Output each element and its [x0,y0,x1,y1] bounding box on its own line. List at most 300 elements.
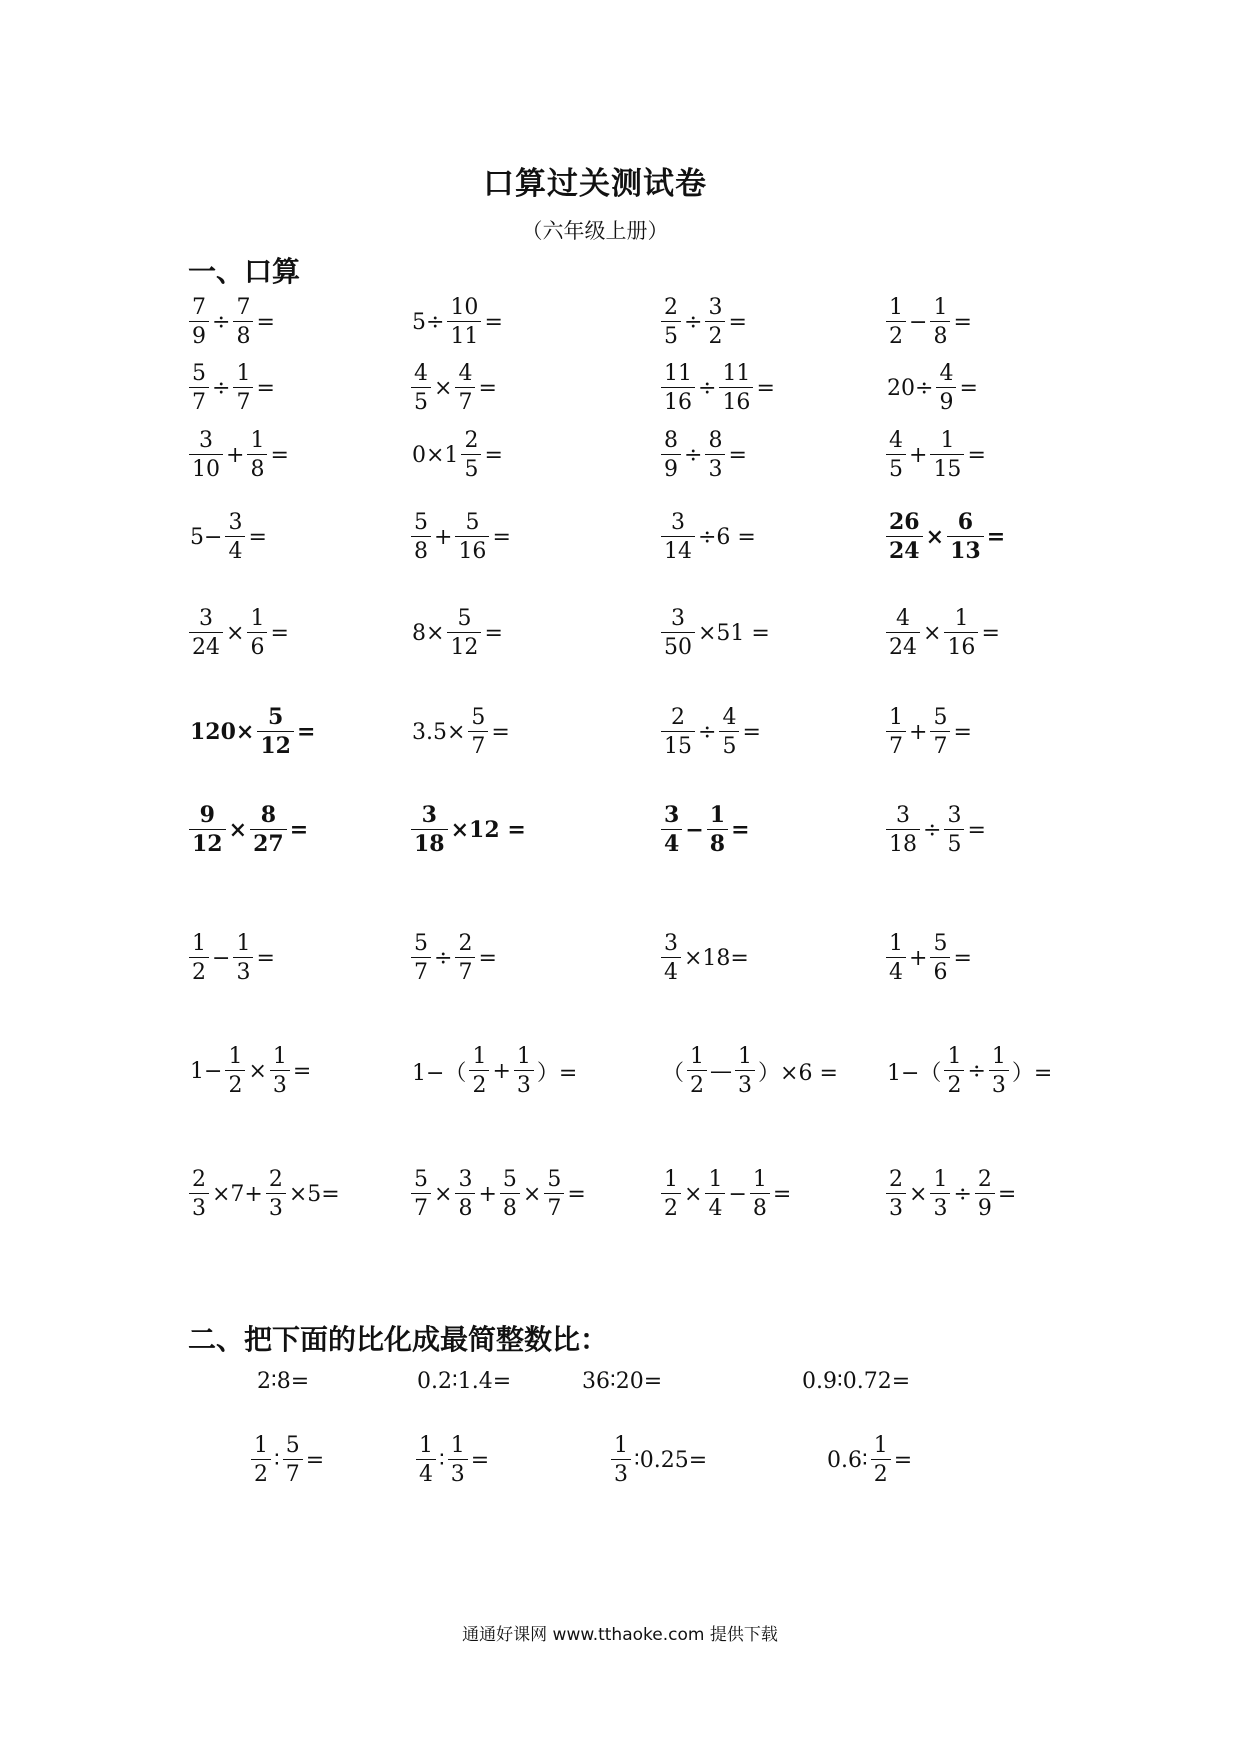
operator-text: = [492,524,511,550]
numerator: 2 [192,1166,206,1192]
section1-problem [410,288,505,356]
numerator: 2 [671,704,685,730]
section1-problem [660,421,749,489]
section1-problem [188,599,291,667]
fraction [930,296,950,348]
operator-text: + [478,1181,497,1207]
section1-problem [885,698,974,766]
section-2-heading: 二、把下面的比化成最简整数比： [188,1323,609,1356]
denominator: 9 [661,454,681,481]
operator-text: 36∶20= [582,1368,663,1394]
denominator: 9 [975,1193,995,1220]
operator-text: 0×1 [412,442,459,468]
denominator: 4 [886,957,906,984]
operator-text: 5− [190,524,223,550]
fraction [416,1434,436,1486]
denominator: 7 [283,1459,303,1486]
fraction [705,296,725,348]
fraction [447,296,481,348]
denominator: 7 [455,387,475,414]
section1-problem [660,503,758,571]
fraction [251,1434,271,1486]
numerator: 4 [414,360,428,386]
numerator: 1 [450,1432,465,1458]
fraction [975,1168,995,1220]
denominator: 5 [719,731,739,758]
fraction [189,362,209,414]
numerator: 2 [268,1166,283,1192]
denominator: 7 [233,387,253,414]
operator-text: ÷ [434,945,453,971]
fraction [455,511,489,563]
operator-text: ÷ [212,309,231,335]
denominator: 7 [930,731,950,758]
fraction [750,1168,770,1220]
operator-text: = [953,719,972,745]
numerator: 5 [414,509,428,535]
fraction [735,1045,755,1097]
section2-problem [415,1426,491,1494]
fraction [719,362,753,414]
denominator: 3 [989,1070,1009,1097]
numerator: 5 [414,930,428,956]
numerator: 3 [199,605,213,631]
fraction [886,429,906,481]
operator-text: — [710,1058,733,1084]
numerator: 1 [947,1043,962,1069]
fraction [661,801,682,857]
denominator: 5 [661,321,681,348]
section1-problem [660,288,749,356]
denominator: 16 [661,387,695,414]
denominator: 2 [251,1459,271,1486]
fraction [233,362,253,414]
fraction [886,804,920,856]
fraction [266,1168,286,1220]
fraction [886,706,906,758]
denominator: 16 [719,387,753,414]
numerator: 2 [977,1166,992,1192]
operator-text: = [270,620,289,646]
denominator: 16 [944,632,978,659]
operator-text: ∶0.25= [634,1447,708,1473]
numerator: 3 [896,802,910,828]
fraction [886,296,906,348]
numerator: 1 [752,1166,767,1192]
operator-text: = [742,719,761,745]
denominator: 18 [411,829,448,856]
numerator: 3 [664,801,680,828]
fraction [944,1045,964,1097]
section1-problem [410,924,499,992]
numerator: 6 [957,508,974,535]
numerator: 1 [664,1166,678,1192]
denominator: 4 [661,957,681,984]
numerator: 4 [458,360,473,386]
operator-text: 0.6∶ [827,1447,868,1473]
operator-text: ÷ [212,375,231,401]
denominator: 8 [750,1193,770,1220]
denominator: 5 [461,454,481,481]
numerator: 1 [933,1166,948,1192]
fraction [189,1168,209,1220]
fraction [448,1434,468,1486]
fraction [189,429,223,481]
numerator: 1 [192,930,206,956]
operator-text: × [228,817,248,843]
operator-text: ）×6 = [758,1060,838,1086]
operator-text: 0.2∶1.4= [417,1368,512,1394]
section2-problem [250,1426,326,1494]
operator-text: = [478,375,497,401]
operator-text: + [909,442,928,468]
denominator: 3 [735,1070,755,1097]
operator-text: = [484,442,503,468]
operator-text: 8× [412,620,445,646]
fraction [930,1168,950,1220]
fraction [930,932,950,984]
numerator: 26 [889,508,920,535]
denominator: 7 [455,957,475,984]
operator-text: （ [662,1060,685,1086]
numerator: 3 [421,801,437,828]
denominator: 8 [707,829,728,856]
operator-text: × [522,1181,542,1207]
section1-problem [188,354,277,422]
fraction [189,801,226,857]
numerator: 5 [933,704,948,730]
denominator: 5 [411,387,431,414]
denominator: 24 [189,632,223,659]
section1-problem [885,421,988,489]
denominator: 2 [225,1070,245,1097]
section1-problem [188,698,317,766]
denominator: 7 [411,1193,431,1220]
denominator: 4 [416,1459,436,1486]
operator-text: = [986,524,1006,550]
fraction [707,801,728,857]
denominator: 3 [705,454,725,481]
denominator: 5 [886,454,906,481]
denominator: 7 [886,731,906,758]
operator-text: = [967,817,986,843]
operator-text: = [997,1181,1017,1207]
operator-text: = [567,1181,586,1207]
numerator: 5 [471,704,486,730]
numerator: 11 [664,360,692,386]
numerator: 2 [464,427,479,453]
numerator: 5 [192,360,206,386]
section1-problem [885,796,988,864]
numerator: 5 [547,1166,562,1192]
numerator: 1 [709,801,726,828]
operator-text: × [434,1181,453,1207]
denominator: 7 [189,387,209,414]
numerator: 1 [954,605,969,631]
operator-text: = [893,1447,913,1473]
numerator: 1 [933,294,948,320]
section1-problem [410,599,505,667]
fraction [500,1168,520,1220]
denominator: 24 [886,632,920,659]
denominator: 3 [189,1193,209,1220]
numerator: 9 [199,801,215,828]
operator-text: = [731,817,750,843]
section1-problem [885,354,980,422]
section1-problem [660,924,751,992]
operator-text: + [492,1058,511,1084]
operator-text: = [289,817,309,843]
denominator: 27 [250,829,287,856]
fraction [247,429,267,481]
section1-problem [885,1037,1054,1105]
fraction [886,932,906,984]
fraction [447,607,481,659]
section1-problem [660,599,772,667]
operator-text: ）= [1011,1060,1053,1086]
numerator: 1 [991,1043,1006,1069]
fraction [189,932,209,984]
operator-text: ÷6 = [698,524,756,550]
operator-text: = [248,524,267,550]
operator-text: 2∶8= [257,1368,310,1394]
numerator: 1 [236,930,251,956]
numerator: 1 [889,930,903,956]
operator-text: ∶ [274,1447,280,1473]
denominator: 2 [944,1070,964,1097]
section2-problem [415,1347,513,1415]
operator-text: = [959,375,978,401]
fraction [871,1434,891,1486]
operator-text: ÷ [953,1181,972,1207]
denominator: 13 [947,536,984,563]
fraction [661,607,695,659]
fraction [661,1168,681,1220]
denominator: 16 [455,536,489,563]
numerator: 3 [664,930,678,956]
numerator: 1 [419,1432,433,1458]
fraction [233,932,253,984]
fraction [411,932,431,984]
operator-text: 120× [190,719,255,745]
fraction [270,1045,290,1097]
denominator: 4 [225,536,245,563]
numerator: 5 [285,1432,300,1458]
operator-text: 1−（ [887,1060,942,1086]
section1-problem [188,421,291,489]
numerator: 1 [614,1432,628,1458]
fraction [886,1168,906,1220]
fraction [455,932,475,984]
operator-text: = [256,375,275,401]
operator-text: ÷ [698,375,717,401]
denominator: 4 [661,829,682,856]
section1-problem [885,924,974,992]
fraction [247,607,267,659]
denominator: 2 [886,321,906,348]
denominator: 4 [705,1193,725,1220]
operator-text: ×18= [684,945,749,971]
denominator: 9 [189,321,209,348]
operator-text: ×5= [288,1181,340,1207]
numerator: 2 [458,930,473,956]
operator-text: ×12 = [450,817,526,843]
denominator: 5 [944,829,964,856]
fraction [930,429,964,481]
section1-problem [410,1037,579,1105]
section1-problem [188,503,269,571]
operator-text: = [981,620,1000,646]
denominator: 12 [447,632,481,659]
numerator: 1 [708,1166,723,1192]
fraction [930,706,950,758]
section1-problem [410,354,499,422]
section1-problem [410,698,512,766]
section2-problem [825,1426,914,1494]
denominator: 12 [257,731,294,758]
fraction [661,362,695,414]
operator-text: = [967,442,986,468]
fraction [469,1045,489,1097]
numerator: 2 [664,294,678,320]
denominator: 15 [930,454,964,481]
denominator: 8 [930,321,950,348]
section1-problem [188,924,277,992]
numerator: 5 [268,703,284,730]
numerator: 1 [472,1043,487,1069]
numerator: 3 [199,427,213,453]
operator-text: = [491,719,510,745]
operator-text: ÷ [698,719,717,745]
operator-text: = [256,309,275,335]
fraction [455,362,475,414]
denominator: 12 [189,829,226,856]
operator-text: 1−（ [412,1060,467,1086]
fraction [661,429,681,481]
numerator: 3 [458,1166,473,1192]
numerator: 4 [722,704,737,730]
denominator: 3 [930,1193,950,1220]
denominator: 7 [468,731,488,758]
numerator: 8 [260,801,277,828]
fraction [687,1045,707,1097]
operator-text: = [270,442,289,468]
operator-text: + [226,442,245,468]
section1-problem [410,1160,588,1228]
operator-text: − [909,309,928,335]
operator-text: + [434,524,453,550]
numerator: 1 [254,1432,268,1458]
denominator: 8 [411,536,431,563]
section1-problem [188,796,310,864]
operator-text: = [953,309,972,335]
fraction [257,703,294,759]
numerator: 5 [502,1166,517,1192]
operator-text: 0.9∶0.72= [802,1368,911,1394]
fraction [661,296,681,348]
denominator: 3 [266,1193,286,1220]
numerator: 1 [272,1043,287,1069]
operator-text: ÷ [684,309,703,335]
fraction [886,508,923,564]
numerator: 7 [192,294,206,320]
denominator: 2 [705,321,725,348]
operator-text: × [684,1181,703,1207]
denominator: 3 [448,1459,468,1486]
section1-problem [660,796,752,864]
operator-text: ÷ [967,1058,986,1084]
fraction [283,1434,303,1486]
operator-text: × [434,375,453,401]
section1-problem [885,503,1007,571]
section1-problem [660,1160,793,1228]
operator-text: = [953,945,972,971]
operator-text: = [296,719,316,745]
numerator: 1 [889,704,903,730]
numerator: 8 [664,427,678,453]
fraction [189,607,223,659]
operator-text: = [728,309,747,335]
operator-text: + [909,945,928,971]
fraction [661,932,681,984]
denominator: 11 [447,321,481,348]
section1-problem [188,1037,313,1105]
denominator: 14 [661,536,695,563]
operator-text: − [685,817,704,843]
numerator: 1 [236,360,251,386]
denominator: 50 [661,632,695,659]
numerator: 1 [516,1043,531,1069]
denominator: 3 [886,1193,906,1220]
numerator: 4 [889,427,903,453]
fraction [661,511,695,563]
section2-problem [580,1347,664,1415]
numerator: 1 [940,427,955,453]
operator-text: ×7+ [212,1181,263,1207]
fraction [225,511,245,563]
operator-text: ∶ [439,1447,445,1473]
denominator: 6 [930,957,950,984]
fraction [411,1168,431,1220]
numerator: 7 [236,294,251,320]
section1-problem [660,354,777,422]
numerator: 3 [671,605,685,631]
operator-text: = [728,442,747,468]
denominator: 10 [189,454,223,481]
operator-text: = [478,945,497,971]
numerator: 1 [228,1043,243,1069]
denominator: 3 [233,957,253,984]
denominator: 2 [871,1459,891,1486]
page-footer: 通通好课网 www.tthaoke.com 提供下载 [462,1625,778,1645]
numerator: 3 [671,509,685,535]
operator-text: − [728,1181,747,1207]
denominator: 24 [886,536,923,563]
numerator: 3 [708,294,723,320]
denominator: 2 [189,957,209,984]
numerator: 3 [228,509,243,535]
fraction [944,607,978,659]
fraction [468,706,488,758]
fraction [250,801,287,857]
operator-text: 1− [190,1058,223,1084]
section1-problem [885,288,974,356]
fraction [661,706,695,758]
numerator: 1 [738,1043,753,1069]
denominator: 7 [411,957,431,984]
section1-problem [410,796,528,864]
operator-text: = [772,1181,792,1207]
